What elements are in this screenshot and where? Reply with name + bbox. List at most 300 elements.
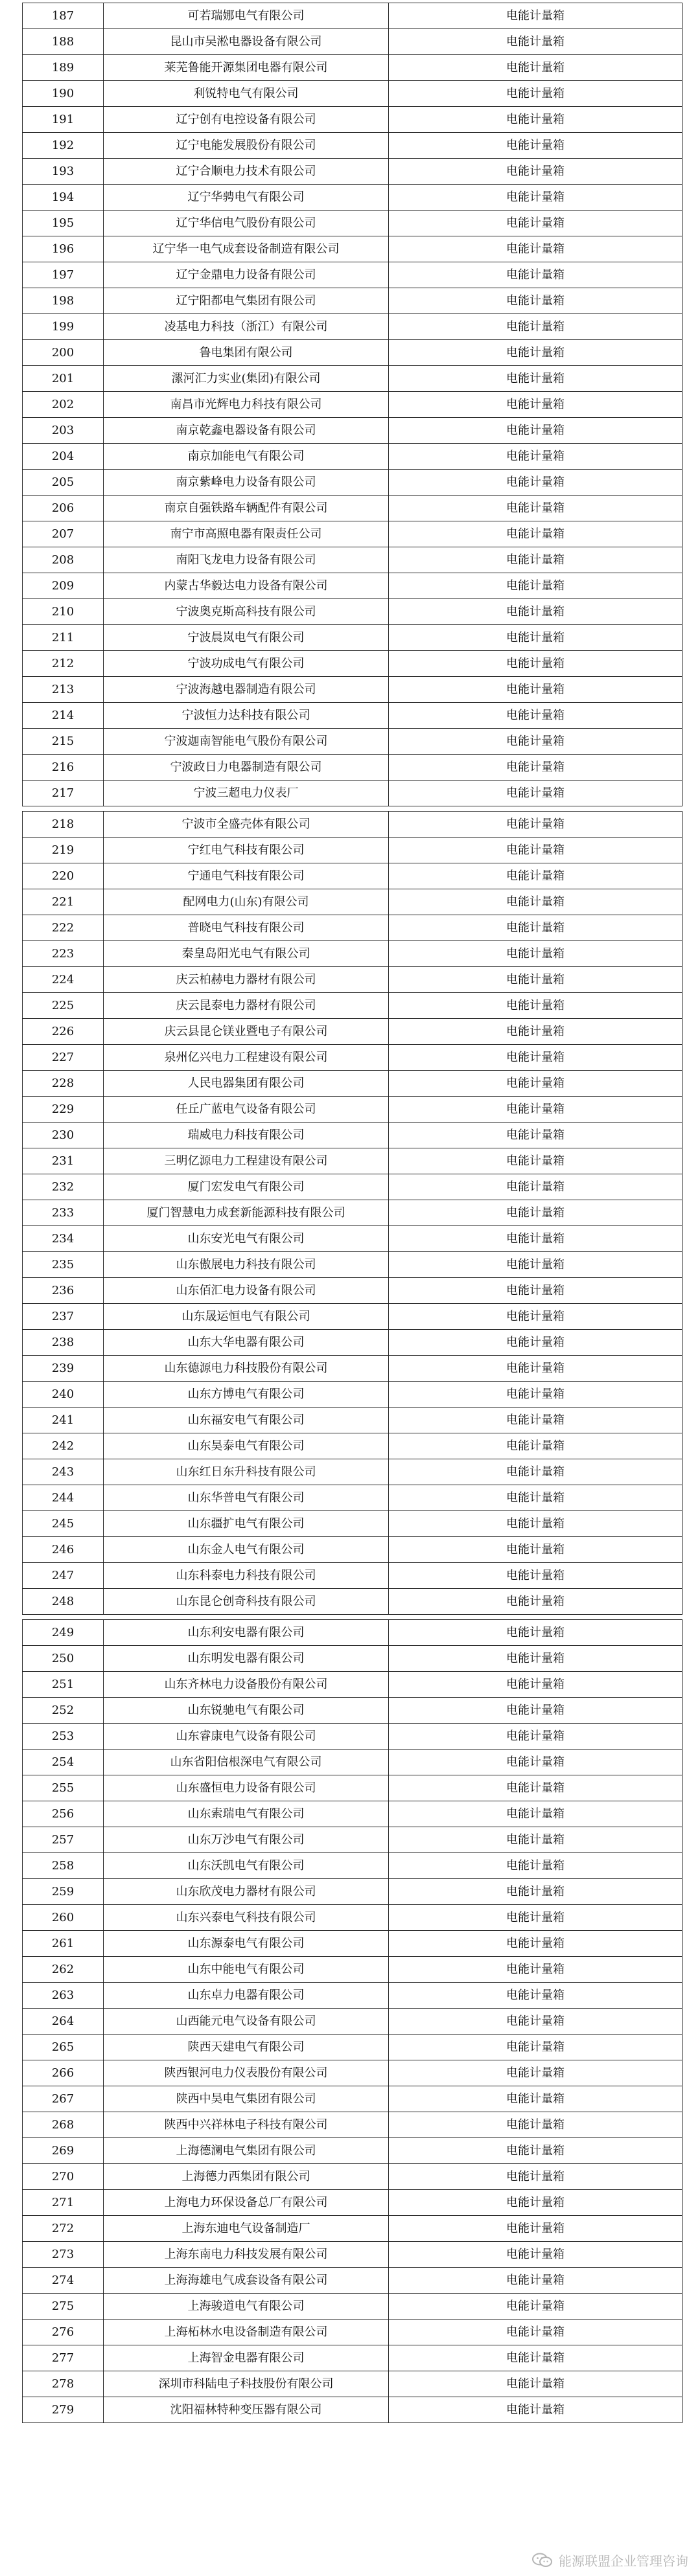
segment-gap bbox=[23, 1615, 682, 1620]
product-type-cell: 电能计量箱 bbox=[389, 470, 682, 496]
product-type-cell: 电能计量箱 bbox=[389, 781, 682, 806]
table-row bbox=[23, 496, 682, 521]
product-type-cell: 电能计量箱 bbox=[389, 547, 682, 573]
company-name-cell: 山东万沙电气有限公司 bbox=[104, 1827, 389, 1853]
product-type-cell: 电能计量箱 bbox=[389, 2216, 682, 2242]
table-row bbox=[23, 1097, 682, 1123]
table-row bbox=[23, 2320, 682, 2345]
row-number-cell: 231 bbox=[23, 1148, 104, 1174]
table-row bbox=[23, 625, 682, 651]
row-number-cell: 222 bbox=[23, 915, 104, 941]
row-number-cell: 249 bbox=[23, 1620, 104, 1646]
row-number-cell: 232 bbox=[23, 1174, 104, 1200]
company-name-cell: 辽宁华信电气股份有限公司 bbox=[104, 211, 389, 236]
company-name-cell: 辽宁合顺电力技术有限公司 bbox=[104, 159, 389, 185]
product-type-cell: 电能计量箱 bbox=[389, 941, 682, 967]
row-number-cell: 256 bbox=[23, 1801, 104, 1827]
product-type-cell: 电能计量箱 bbox=[389, 1750, 682, 1775]
table-row bbox=[23, 1459, 682, 1485]
company-name-cell: 山西能元电气设备有限公司 bbox=[104, 2009, 389, 2035]
table-row bbox=[23, 1724, 682, 1750]
product-type-cell: 电能计量箱 bbox=[389, 1905, 682, 1931]
product-type-cell: 电能计量箱 bbox=[389, 1775, 682, 1801]
row-number-cell: 244 bbox=[23, 1485, 104, 1511]
segment-gap bbox=[23, 806, 682, 812]
company-name-cell: 内蒙古华毅达电力设备有限公司 bbox=[104, 573, 389, 599]
table-row bbox=[23, 1537, 682, 1563]
row-number-cell: 218 bbox=[23, 812, 104, 838]
row-number-cell: 261 bbox=[23, 1931, 104, 1957]
wechat-icon bbox=[531, 2553, 554, 2568]
row-number-cell: 195 bbox=[23, 211, 104, 236]
company-list-table bbox=[22, 3, 682, 2423]
product-type-cell: 电能计量箱 bbox=[389, 812, 682, 838]
product-type-cell: 电能计量箱 bbox=[389, 1408, 682, 1433]
table-row bbox=[23, 1408, 682, 1433]
company-name-cell: 鲁电集团有限公司 bbox=[104, 340, 389, 366]
row-number-cell: 272 bbox=[23, 2216, 104, 2242]
watermark bbox=[531, 2551, 688, 2570]
company-name-cell: 利锐特电气有限公司 bbox=[104, 81, 389, 107]
table-row bbox=[23, 159, 682, 185]
company-name-cell: 山东兴泰电气科技有限公司 bbox=[104, 1905, 389, 1931]
table-row bbox=[23, 444, 682, 470]
table-row bbox=[23, 915, 682, 941]
row-number-cell: 273 bbox=[23, 2242, 104, 2268]
watermark-text: 能源联盟企业管理咨询 bbox=[559, 2553, 688, 2569]
product-type-cell: 电能计量箱 bbox=[389, 418, 682, 444]
product-type-cell: 电能计量箱 bbox=[389, 1827, 682, 1853]
row-number-cell: 219 bbox=[23, 838, 104, 863]
row-number-cell: 246 bbox=[23, 1537, 104, 1563]
product-type-cell: 电能计量箱 bbox=[389, 1071, 682, 1097]
row-number-cell: 243 bbox=[23, 1459, 104, 1485]
product-type-cell: 电能计量箱 bbox=[389, 1698, 682, 1724]
table-row bbox=[23, 1801, 682, 1827]
row-number-cell: 191 bbox=[23, 107, 104, 133]
table-row bbox=[23, 838, 682, 863]
product-type-cell: 电能计量箱 bbox=[389, 1433, 682, 1459]
company-name-cell: 山东利安电器有限公司 bbox=[104, 1620, 389, 1646]
table-row bbox=[23, 1252, 682, 1278]
table-row bbox=[23, 1485, 682, 1511]
row-number-cell: 260 bbox=[23, 1905, 104, 1931]
product-type-cell: 电能计量箱 bbox=[389, 1485, 682, 1511]
product-type-cell: 电能计量箱 bbox=[389, 2345, 682, 2371]
row-number-cell: 235 bbox=[23, 1252, 104, 1278]
company-name-cell: 南京紫峰电力设备有限公司 bbox=[104, 470, 389, 496]
table-row bbox=[23, 3, 682, 29]
row-number-cell: 259 bbox=[23, 1879, 104, 1905]
row-number-cell: 210 bbox=[23, 599, 104, 625]
company-name-cell: 陕西天建电气有限公司 bbox=[104, 2035, 389, 2060]
product-type-cell: 电能计量箱 bbox=[389, 2060, 682, 2086]
company-name-cell: 南昌市光辉电力科技有限公司 bbox=[104, 392, 389, 418]
company-name-cell: 上海德力西集团有限公司 bbox=[104, 2164, 389, 2190]
company-name-cell: 上海德澜电气集团有限公司 bbox=[104, 2138, 389, 2164]
product-type-cell: 电能计量箱 bbox=[389, 392, 682, 418]
company-name-cell: 上海东迪电气设备制造厂 bbox=[104, 2216, 389, 2242]
product-type-cell: 电能计量箱 bbox=[389, 133, 682, 159]
company-name-cell: 山东中能电气有限公司 bbox=[104, 1957, 389, 1983]
product-type-cell: 电能计量箱 bbox=[389, 262, 682, 288]
company-name-cell: 山东晟运恒电气有限公司 bbox=[104, 1304, 389, 1330]
product-type-cell: 电能计量箱 bbox=[389, 236, 682, 262]
company-name-cell: 宁波迦南智能电气股份有限公司 bbox=[104, 729, 389, 755]
company-name-cell: 山东红日东升科技有限公司 bbox=[104, 1459, 389, 1485]
product-type-cell: 电能计量箱 bbox=[389, 2294, 682, 2320]
row-number-cell: 274 bbox=[23, 2268, 104, 2294]
company-name-cell: 山东金人电气有限公司 bbox=[104, 1537, 389, 1563]
row-number-cell: 217 bbox=[23, 781, 104, 806]
row-number-cell: 238 bbox=[23, 1330, 104, 1356]
table-row bbox=[23, 1646, 682, 1672]
company-name-cell: 宁波功成电气有限公司 bbox=[104, 651, 389, 677]
table-row bbox=[23, 1330, 682, 1356]
table-row bbox=[23, 133, 682, 159]
product-type-cell: 电能计量箱 bbox=[389, 2009, 682, 2035]
product-type-cell: 电能计量箱 bbox=[389, 1724, 682, 1750]
company-name-cell: 山东科泰电力科技有限公司 bbox=[104, 1563, 389, 1589]
product-type-cell: 电能计量箱 bbox=[389, 1589, 682, 1615]
row-number-cell: 275 bbox=[23, 2294, 104, 2320]
table-row bbox=[23, 2164, 682, 2190]
table-body bbox=[23, 3, 682, 2423]
table-row bbox=[23, 1278, 682, 1304]
table-row bbox=[23, 1775, 682, 1801]
row-number-cell: 203 bbox=[23, 418, 104, 444]
company-name-cell: 山东福安电气有限公司 bbox=[104, 1408, 389, 1433]
table-row bbox=[23, 2086, 682, 2112]
product-type-cell: 电能计量箱 bbox=[389, 2190, 682, 2216]
row-number-cell: 269 bbox=[23, 2138, 104, 2164]
company-name-cell: 上海海雄电气成套设备有限公司 bbox=[104, 2268, 389, 2294]
row-number-cell: 230 bbox=[23, 1123, 104, 1148]
company-name-cell: 南京加能电气有限公司 bbox=[104, 444, 389, 470]
table-row bbox=[23, 2242, 682, 2268]
product-type-cell: 电能计量箱 bbox=[389, 838, 682, 863]
table-row bbox=[23, 2035, 682, 2060]
table-row bbox=[23, 366, 682, 392]
company-name-cell: 瑞威电力科技有限公司 bbox=[104, 1123, 389, 1148]
product-type-cell: 电能计量箱 bbox=[389, 1537, 682, 1563]
table-row bbox=[23, 1174, 682, 1200]
product-type-cell: 电能计量箱 bbox=[389, 159, 682, 185]
product-type-cell: 电能计量箱 bbox=[389, 107, 682, 133]
product-type-cell: 电能计量箱 bbox=[389, 1252, 682, 1278]
table-row bbox=[23, 1019, 682, 1045]
table-row bbox=[23, 2216, 682, 2242]
company-name-cell: 辽宁阳都电气集团有限公司 bbox=[104, 288, 389, 314]
product-type-cell: 电能计量箱 bbox=[389, 993, 682, 1019]
row-number-cell: 211 bbox=[23, 625, 104, 651]
table-row bbox=[23, 2112, 682, 2138]
product-type-cell: 电能计量箱 bbox=[389, 863, 682, 889]
product-type-cell: 电能计量箱 bbox=[389, 55, 682, 81]
row-number-cell: 262 bbox=[23, 1957, 104, 1983]
row-number-cell: 215 bbox=[23, 729, 104, 755]
product-type-cell: 电能计量箱 bbox=[389, 2112, 682, 2138]
row-number-cell: 270 bbox=[23, 2164, 104, 2190]
product-type-cell: 电能计量箱 bbox=[389, 1459, 682, 1485]
table-row bbox=[23, 29, 682, 55]
table-row bbox=[23, 1433, 682, 1459]
row-number-cell: 268 bbox=[23, 2112, 104, 2138]
row-number-cell: 205 bbox=[23, 470, 104, 496]
table-row bbox=[23, 863, 682, 889]
segment-gap-cell bbox=[23, 1615, 682, 1620]
product-type-cell: 电能计量箱 bbox=[389, 1097, 682, 1123]
table-row bbox=[23, 651, 682, 677]
row-number-cell: 208 bbox=[23, 547, 104, 573]
row-number-cell: 254 bbox=[23, 1750, 104, 1775]
table-row bbox=[23, 470, 682, 496]
product-type-cell: 电能计量箱 bbox=[389, 729, 682, 755]
company-name-cell: 南京乾鑫电器设备有限公司 bbox=[104, 418, 389, 444]
table-row bbox=[23, 1853, 682, 1879]
table-row bbox=[23, 2397, 682, 2423]
table-row bbox=[23, 211, 682, 236]
table-row bbox=[23, 993, 682, 1019]
row-number-cell: 225 bbox=[23, 993, 104, 1019]
row-number-cell: 213 bbox=[23, 677, 104, 703]
table-row bbox=[23, 2190, 682, 2216]
company-name-cell: 山东昆仑创奇科技有限公司 bbox=[104, 1589, 389, 1615]
company-name-cell: 山东源泰电气有限公司 bbox=[104, 1931, 389, 1957]
table-row bbox=[23, 2371, 682, 2397]
row-number-cell: 207 bbox=[23, 521, 104, 547]
company-name-cell: 山东沃凯电气有限公司 bbox=[104, 1853, 389, 1879]
company-name-cell: 辽宁电能发展股份有限公司 bbox=[104, 133, 389, 159]
company-name-cell: 山东昊泰电气有限公司 bbox=[104, 1433, 389, 1459]
company-name-cell: 沈阳福林特种变压器有限公司 bbox=[104, 2397, 389, 2423]
company-name-cell: 山东齐林电力设备股份有限公司 bbox=[104, 1672, 389, 1698]
table-row bbox=[23, 677, 682, 703]
product-type-cell: 电能计量箱 bbox=[389, 599, 682, 625]
company-name-cell: 山东华普电气有限公司 bbox=[104, 1485, 389, 1511]
row-number-cell: 234 bbox=[23, 1226, 104, 1252]
row-number-cell: 188 bbox=[23, 29, 104, 55]
company-name-cell: 南宁市高照电器有限责任公司 bbox=[104, 521, 389, 547]
company-name-cell: 宁波三超电力仪表厂 bbox=[104, 781, 389, 806]
document-table-container bbox=[22, 3, 682, 2423]
company-name-cell: 山东盛恒电力设备有限公司 bbox=[104, 1775, 389, 1801]
company-name-cell: 庆云昆泰电力器材有限公司 bbox=[104, 993, 389, 1019]
product-type-cell: 电能计量箱 bbox=[389, 1511, 682, 1537]
company-name-cell: 山东安光电气有限公司 bbox=[104, 1226, 389, 1252]
product-type-cell: 电能计量箱 bbox=[389, 1879, 682, 1905]
company-name-cell: 山东大华电器有限公司 bbox=[104, 1330, 389, 1356]
row-number-cell: 229 bbox=[23, 1097, 104, 1123]
company-name-cell: 山东锐驰电气有限公司 bbox=[104, 1698, 389, 1724]
row-number-cell: 201 bbox=[23, 366, 104, 392]
company-name-cell: 庆云县昆仑镁业暨电子有限公司 bbox=[104, 1019, 389, 1045]
table-row bbox=[23, 812, 682, 838]
company-name-cell: 厦门宏发电气有限公司 bbox=[104, 1174, 389, 1200]
row-number-cell: 212 bbox=[23, 651, 104, 677]
table-row bbox=[23, 1620, 682, 1646]
product-type-cell: 电能计量箱 bbox=[389, 1620, 682, 1646]
row-number-cell: 189 bbox=[23, 55, 104, 81]
company-name-cell: 任丘广蓝电气设备有限公司 bbox=[104, 1097, 389, 1123]
row-number-cell: 271 bbox=[23, 2190, 104, 2216]
product-type-cell: 电能计量箱 bbox=[389, 288, 682, 314]
table-row bbox=[23, 55, 682, 81]
table-row bbox=[23, 967, 682, 993]
company-name-cell: 山东索瑞电气有限公司 bbox=[104, 1801, 389, 1827]
table-row bbox=[23, 1957, 682, 1983]
product-type-cell: 电能计量箱 bbox=[389, 1672, 682, 1698]
row-number-cell: 242 bbox=[23, 1433, 104, 1459]
row-number-cell: 278 bbox=[23, 2371, 104, 2397]
row-number-cell: 199 bbox=[23, 314, 104, 340]
table-row bbox=[23, 1123, 682, 1148]
product-type-cell: 电能计量箱 bbox=[389, 1931, 682, 1957]
company-name-cell: 南阳飞龙电力设备有限公司 bbox=[104, 547, 389, 573]
row-number-cell: 252 bbox=[23, 1698, 104, 1724]
row-number-cell: 216 bbox=[23, 755, 104, 781]
company-name-cell: 山东疆扩电气有限公司 bbox=[104, 1511, 389, 1537]
product-type-cell: 电能计量箱 bbox=[389, 1148, 682, 1174]
product-type-cell: 电能计量箱 bbox=[389, 2138, 682, 2164]
company-name-cell: 上海东南电力科技发展有限公司 bbox=[104, 2242, 389, 2268]
row-number-cell: 197 bbox=[23, 262, 104, 288]
row-number-cell: 263 bbox=[23, 1983, 104, 2009]
row-number-cell: 194 bbox=[23, 185, 104, 211]
company-name-cell: 陕西中兴祥林电子科技有限公司 bbox=[104, 2112, 389, 2138]
product-type-cell: 电能计量箱 bbox=[389, 2268, 682, 2294]
row-number-cell: 206 bbox=[23, 496, 104, 521]
company-name-cell: 山东方博电气有限公司 bbox=[104, 1382, 389, 1408]
table-row bbox=[23, 521, 682, 547]
company-name-cell: 昆山市吴淞电器设备有限公司 bbox=[104, 29, 389, 55]
company-name-cell: 山东省阳信根深电气有限公司 bbox=[104, 1750, 389, 1775]
row-number-cell: 245 bbox=[23, 1511, 104, 1537]
table-row bbox=[23, 185, 682, 211]
product-type-cell: 电能计量箱 bbox=[389, 185, 682, 211]
row-number-cell: 248 bbox=[23, 1589, 104, 1615]
product-type-cell: 电能计量箱 bbox=[389, 1801, 682, 1827]
row-number-cell: 193 bbox=[23, 159, 104, 185]
product-type-cell: 电能计量箱 bbox=[389, 1853, 682, 1879]
table-row bbox=[23, 262, 682, 288]
table-row bbox=[23, 2060, 682, 2086]
row-number-cell: 266 bbox=[23, 2060, 104, 2086]
table-row bbox=[23, 573, 682, 599]
product-type-cell: 电能计量箱 bbox=[389, 1304, 682, 1330]
product-type-cell: 电能计量箱 bbox=[389, 1200, 682, 1226]
company-name-cell: 宁波市全盛壳体有限公司 bbox=[104, 812, 389, 838]
product-type-cell: 电能计量箱 bbox=[389, 2086, 682, 2112]
product-type-cell: 电能计量箱 bbox=[389, 1123, 682, 1148]
product-type-cell: 电能计量箱 bbox=[389, 1356, 682, 1382]
product-type-cell: 电能计量箱 bbox=[389, 1983, 682, 2009]
product-type-cell: 电能计量箱 bbox=[389, 3, 682, 29]
product-type-cell: 电能计量箱 bbox=[389, 2035, 682, 2060]
row-number-cell: 228 bbox=[23, 1071, 104, 1097]
company-name-cell: 上海智金电器有限公司 bbox=[104, 2345, 389, 2371]
row-number-cell: 223 bbox=[23, 941, 104, 967]
company-name-cell: 人民电器集团有限公司 bbox=[104, 1071, 389, 1097]
table-row bbox=[23, 1304, 682, 1330]
product-type-cell: 电能计量箱 bbox=[389, 1174, 682, 1200]
row-number-cell: 236 bbox=[23, 1278, 104, 1304]
product-type-cell: 电能计量箱 bbox=[389, 755, 682, 781]
table-row bbox=[23, 1226, 682, 1252]
company-name-cell: 山东欣茂电力器材有限公司 bbox=[104, 1879, 389, 1905]
company-name-cell: 可若瑞娜电气有限公司 bbox=[104, 3, 389, 29]
row-number-cell: 277 bbox=[23, 2345, 104, 2371]
table-row bbox=[23, 1563, 682, 1589]
company-name-cell: 陕西银河电力仪表股份有限公司 bbox=[104, 2060, 389, 2086]
company-name-cell: 山东佰汇电力设备有限公司 bbox=[104, 1278, 389, 1304]
table-row bbox=[23, 1148, 682, 1174]
row-number-cell: 258 bbox=[23, 1853, 104, 1879]
product-type-cell: 电能计量箱 bbox=[389, 2164, 682, 2190]
company-name-cell: 上海骏道电气有限公司 bbox=[104, 2294, 389, 2320]
row-number-cell: 204 bbox=[23, 444, 104, 470]
row-number-cell: 279 bbox=[23, 2397, 104, 2423]
table-row bbox=[23, 1931, 682, 1957]
table-row bbox=[23, 1879, 682, 1905]
row-number-cell: 267 bbox=[23, 2086, 104, 2112]
product-type-cell: 电能计量箱 bbox=[389, 703, 682, 729]
product-type-cell: 电能计量箱 bbox=[389, 1330, 682, 1356]
row-number-cell: 265 bbox=[23, 2035, 104, 2060]
table-row bbox=[23, 703, 682, 729]
row-number-cell: 255 bbox=[23, 1775, 104, 1801]
table-row bbox=[23, 392, 682, 418]
row-number-cell: 253 bbox=[23, 1724, 104, 1750]
company-name-cell: 辽宁创有电控设备有限公司 bbox=[104, 107, 389, 133]
product-type-cell: 电能计量箱 bbox=[389, 366, 682, 392]
row-number-cell: 241 bbox=[23, 1408, 104, 1433]
company-name-cell: 庆云柏赫电力器材有限公司 bbox=[104, 967, 389, 993]
product-type-cell: 电能计量箱 bbox=[389, 496, 682, 521]
company-name-cell: 山东傲展电力科技有限公司 bbox=[104, 1252, 389, 1278]
row-number-cell: 214 bbox=[23, 703, 104, 729]
product-type-cell: 电能计量箱 bbox=[389, 81, 682, 107]
row-number-cell: 198 bbox=[23, 288, 104, 314]
row-number-cell: 224 bbox=[23, 967, 104, 993]
company-name-cell: 厦门智慧电力成套新能源科技有限公司 bbox=[104, 1200, 389, 1226]
table-row bbox=[23, 889, 682, 915]
row-number-cell: 240 bbox=[23, 1382, 104, 1408]
table-row bbox=[23, 729, 682, 755]
company-name-cell: 上海电力环保设备总厂有限公司 bbox=[104, 2190, 389, 2216]
table-row bbox=[23, 288, 682, 314]
table-row bbox=[23, 1511, 682, 1537]
product-type-cell: 电能计量箱 bbox=[389, 2371, 682, 2397]
product-type-cell: 电能计量箱 bbox=[389, 2242, 682, 2268]
product-type-cell: 电能计量箱 bbox=[389, 1278, 682, 1304]
row-number-cell: 196 bbox=[23, 236, 104, 262]
row-number-cell: 257 bbox=[23, 1827, 104, 1853]
table-row bbox=[23, 1672, 682, 1698]
product-type-cell: 电能计量箱 bbox=[389, 444, 682, 470]
table-row bbox=[23, 1071, 682, 1097]
table-row bbox=[23, 1698, 682, 1724]
company-name-cell: 辽宁金鼎电力设备有限公司 bbox=[104, 262, 389, 288]
company-name-cell: 山东明发电器有限公司 bbox=[104, 1646, 389, 1672]
row-number-cell: 200 bbox=[23, 340, 104, 366]
product-type-cell: 电能计量箱 bbox=[389, 677, 682, 703]
product-type-cell: 电能计量箱 bbox=[389, 1019, 682, 1045]
table-row bbox=[23, 599, 682, 625]
table-row bbox=[23, 107, 682, 133]
product-type-cell: 电能计量箱 bbox=[389, 573, 682, 599]
product-type-cell: 电能计量箱 bbox=[389, 651, 682, 677]
